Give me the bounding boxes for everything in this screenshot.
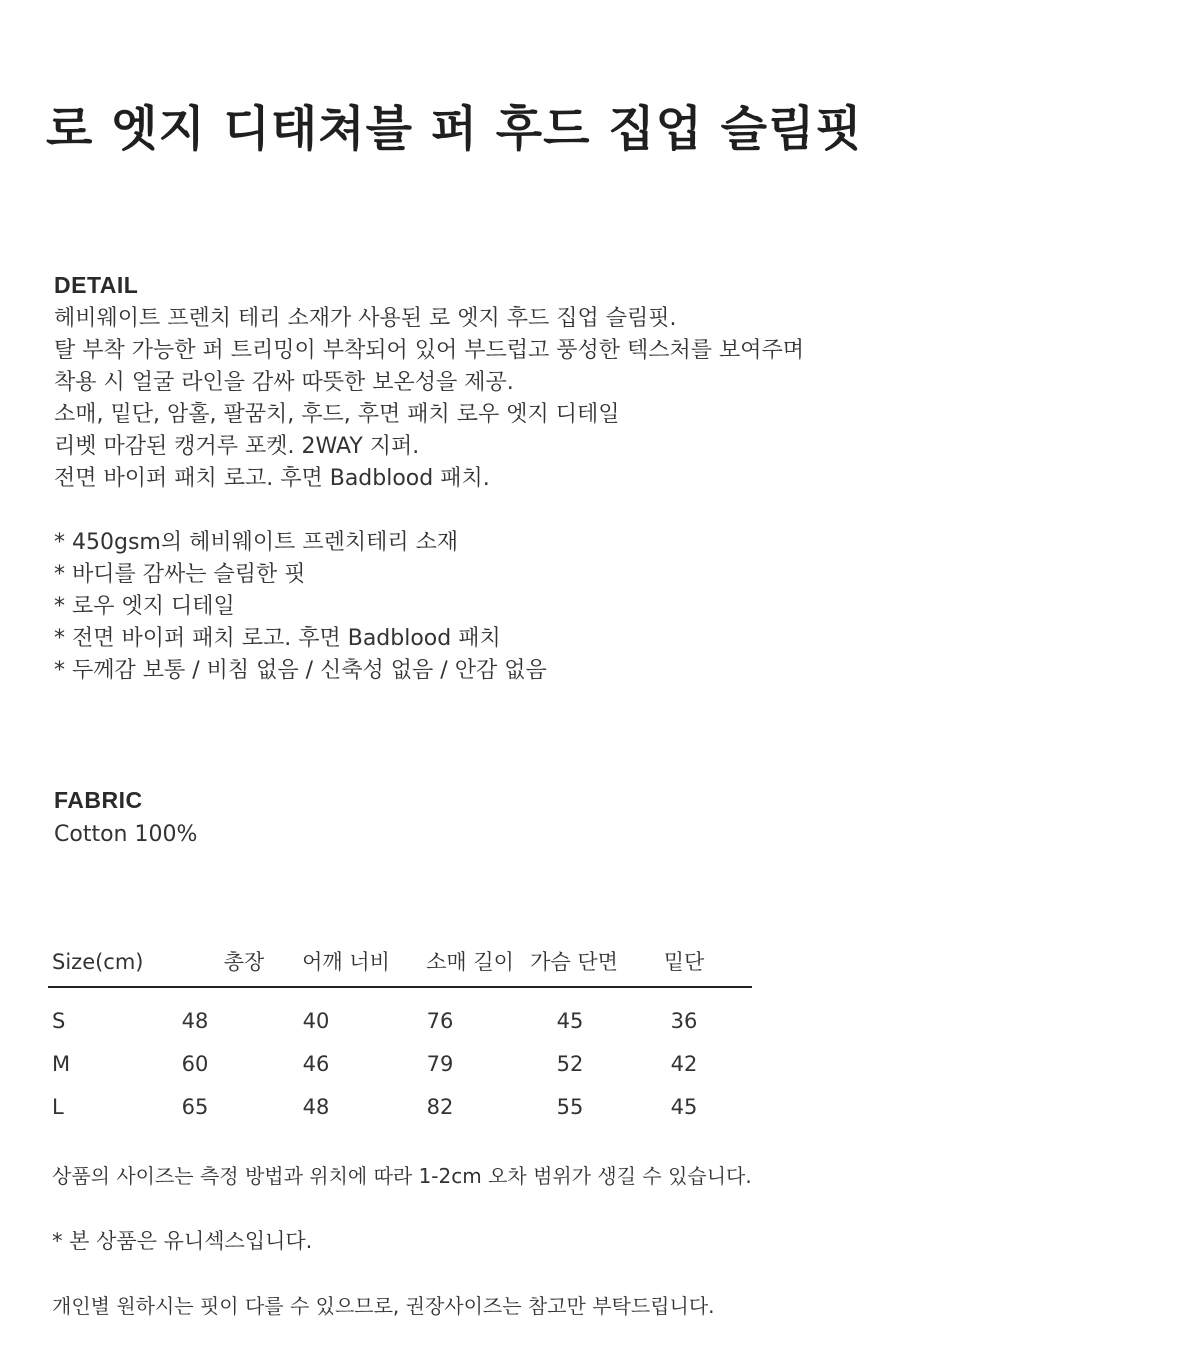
table-cell: 40 — [302, 1009, 330, 1033]
detail-line: 리벳 마감된 캥거루 포켓. 2WAY 지퍼. — [54, 434, 420, 459]
detail-description — [54, 303, 804, 495]
feature-item: * 450gsm의 헤비웨이트 프렌치테리 소재 — [54, 530, 459, 555]
unisex-note: * 본 상품은 유니섹스입니다. — [52, 1229, 313, 1253]
size-table-body — [48, 1000, 752, 1129]
size-table — [48, 940, 752, 1129]
table-cell: 45 — [556, 1009, 584, 1033]
feature-list — [54, 527, 547, 687]
fabric-heading: FABRIC — [54, 787, 143, 813]
table-cell: 82 — [426, 1095, 454, 1119]
fabric-composition: Cotton 100% — [54, 822, 198, 847]
size-label: S — [52, 1009, 66, 1033]
size-label: L — [52, 1095, 64, 1119]
feature-item: * 바디를 감싸는 슬림한 핏 — [54, 562, 306, 587]
table-cell: 45 — [670, 1095, 698, 1119]
table-cell: 52 — [556, 1052, 584, 1076]
detail-heading: DETAIL — [54, 272, 139, 298]
table-cell: 65 — [181, 1095, 209, 1119]
header-shoulder-width: 어깨 너비 — [302, 950, 390, 974]
table-row — [48, 1000, 752, 1043]
detail-line: 전면 바이퍼 패치 로고. 후면 Badblood 패치. — [54, 466, 490, 491]
header-sleeve-length: 소매 길이 — [426, 950, 514, 974]
feature-item: * 로우 엣지 디테일 — [54, 594, 235, 619]
table-cell: 79 — [426, 1052, 454, 1076]
table-row — [48, 1086, 752, 1129]
table-cell: 42 — [670, 1052, 698, 1076]
table-row — [48, 1043, 752, 1086]
table-cell: 55 — [556, 1095, 584, 1119]
table-cell: 60 — [181, 1052, 209, 1076]
measurement-note: 상품의 사이즈는 측정 방법과 위치에 따라 1-2cm 오차 범위가 생길 수 있습니다. — [52, 1164, 752, 1188]
size-recommendation-note: 개인별 원하시는 핏이 다를 수 있으므로, 권장사이즈는 참고만 부탁드립니다. — [52, 1294, 715, 1318]
detail-line: 착용 시 얼굴 라인을 감싸 따뜻한 보온성을 제공. — [54, 370, 514, 395]
header-chest-width: 가슴 단면 — [530, 950, 618, 974]
table-cell: 36 — [670, 1009, 698, 1033]
detail-line: 탈 부착 가능한 퍼 트리밍이 부착되어 있어 부드럽고 풍성한 텍스처를 보여주며 — [54, 338, 804, 363]
detail-line: 헤비웨이트 프렌치 테리 소재가 사용된 로 엣지 후드 집업 슬림핏. — [54, 306, 677, 331]
table-cell: 48 — [302, 1095, 330, 1119]
table-cell: 76 — [426, 1009, 454, 1033]
product-title: 로 엣지 디태쳐블 퍼 후드 집업 슬림핏 — [46, 101, 863, 157]
feature-item: * 두께감 보통 / 비침 없음 / 신축성 없음 / 안감 없음 — [54, 658, 547, 683]
detail-line: 소매, 밑단, 암홀, 팔꿈치, 후드, 후면 패치 로우 엣지 디테일 — [54, 402, 620, 427]
header-size: Size(cm) — [52, 950, 144, 974]
size-label: M — [52, 1052, 71, 1076]
size-table-header — [48, 940, 752, 988]
table-cell: 48 — [181, 1009, 209, 1033]
feature-item: * 전면 바이퍼 패치 로고. 후면 Badblood 패치 — [54, 626, 501, 651]
table-cell: 46 — [302, 1052, 330, 1076]
header-total-length: 총장 — [223, 950, 265, 974]
header-hem: 밑단 — [663, 950, 705, 974]
